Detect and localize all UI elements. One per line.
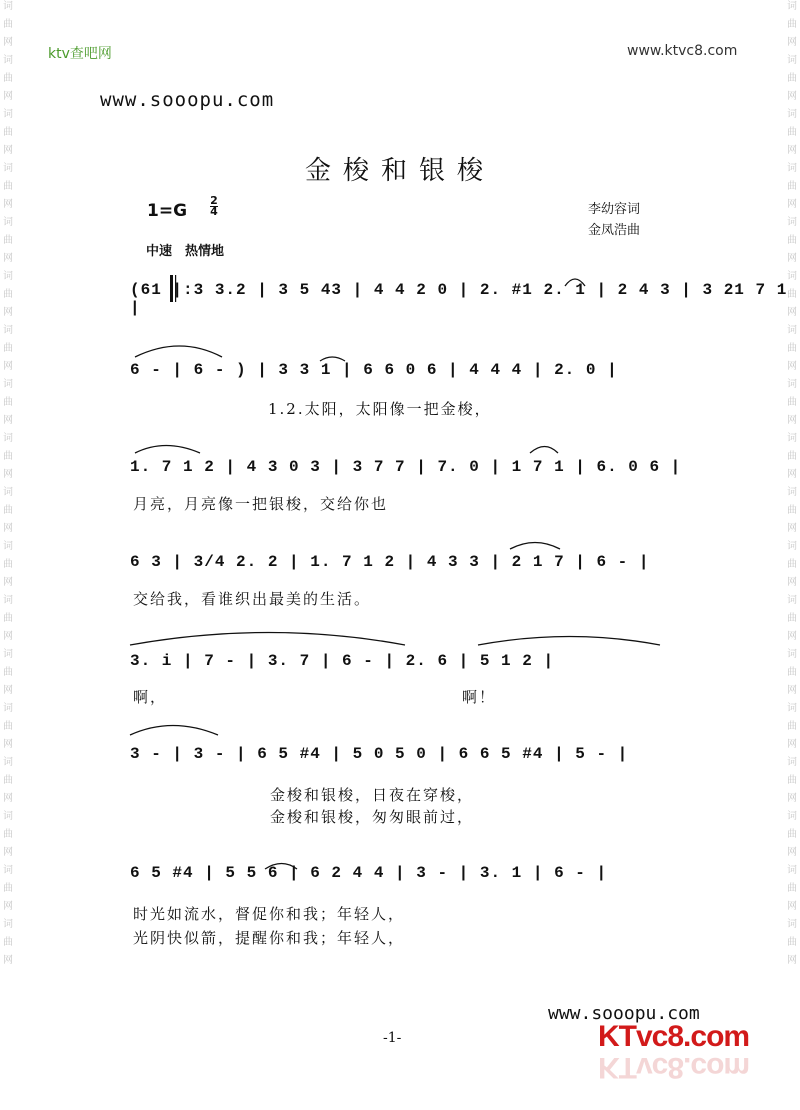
lyric-verse-2-line-5: 金梭和银梭，匆匆眼前过， (270, 808, 475, 826)
lyricist-credit: 李幼容词 (588, 202, 641, 217)
side-char: 网 (787, 577, 797, 588)
side-char: 词 (3, 163, 13, 174)
side-char: 曲 (3, 775, 13, 786)
lyric-verse-1-line-5: 金梭和银梭，日夜在穿梭， (270, 786, 475, 804)
lyric-line-4b: 啊！ (462, 688, 497, 706)
lyric-line-4a: 啊， (133, 688, 168, 706)
slur-mark (135, 446, 200, 454)
side-char: 曲 (787, 451, 797, 462)
side-char: 词 (787, 109, 797, 120)
watermark-url-top: www.sooopu.com (100, 89, 275, 111)
side-char: 网 (3, 901, 13, 912)
side-char: 曲 (3, 127, 13, 138)
side-char: 网 (787, 361, 797, 372)
side-char: 词 (3, 379, 13, 390)
side-char: 词 (787, 541, 797, 552)
side-char: 曲 (787, 343, 797, 354)
side-char: 词 (3, 55, 13, 66)
side-char: 网 (787, 145, 797, 156)
side-char: 网 (787, 415, 797, 426)
side-char: 词 (3, 703, 13, 714)
side-char: 曲 (3, 235, 13, 246)
side-char: 曲 (3, 289, 13, 300)
side-char: 网 (787, 523, 797, 534)
side-char: 曲 (787, 73, 797, 84)
tie-mark (130, 726, 218, 736)
ktv-logo-reflection: KTvc8.com (598, 1051, 750, 1084)
side-char: 曲 (3, 829, 13, 840)
side-char: 网 (3, 199, 13, 210)
side-char: 曲 (787, 19, 797, 30)
side-char: 词 (3, 109, 13, 120)
notation-line-4: 6 3 | 3/4 2. 2 | 1. 7 1 2 | 4 3 3 | 2 1 7 | 6 - | (130, 553, 650, 571)
side-char: 曲 (3, 19, 13, 30)
side-char: 曲 (3, 343, 13, 354)
side-char: 词 (787, 271, 797, 282)
time-signature-bottom: 4 (210, 205, 218, 218)
page-number: -1- (383, 1030, 402, 1046)
side-char: 曲 (3, 451, 13, 462)
notation-line-2: 6 - | 6 - ) | 3 3 1 | 6 6 0 6 | 4 4 4 | 2. 0 | (130, 361, 618, 379)
key-signature: 1=G (147, 201, 188, 221)
lyric-line-3: 交给我，看谁织出最美的生活。 (133, 590, 372, 608)
notation-line-7: 6 5 #4 | 5 5 6 | 6 2 4 4 | 3 - | 3. 1 | 6 - | (130, 864, 608, 882)
side-char: 曲 (787, 829, 797, 840)
side-char: 网 (3, 739, 13, 750)
side-char: 词 (3, 919, 13, 930)
side-char: 网 (3, 685, 13, 696)
side-char: 词 (787, 919, 797, 930)
side-char: 曲 (787, 505, 797, 516)
side-char: 网 (787, 847, 797, 858)
side-char: 词 (787, 325, 797, 336)
side-char: 词 (787, 55, 797, 66)
side-char: 网 (787, 685, 797, 696)
tie-mark (130, 633, 405, 646)
side-char: 曲 (3, 181, 13, 192)
side-char: 网 (787, 793, 797, 804)
side-char: 曲 (787, 289, 797, 300)
side-char: 曲 (787, 775, 797, 786)
tempo-marking: 中速 热情地 (146, 244, 225, 259)
side-char: 网 (3, 631, 13, 642)
side-char: 网 (3, 361, 13, 372)
tie-mark (135, 346, 222, 357)
tie-mark (478, 637, 660, 646)
notation-line-5: 3. i | 7 - | 3. 7 | 6 - | 2. 6 | 5 1 2 | (130, 652, 555, 670)
side-char: 词 (787, 217, 797, 228)
side-char: 词 (787, 703, 797, 714)
lyric-verse-2-line-6: 光阴快似箭，提醒你和我；年轻人， (133, 929, 406, 947)
side-char: 词 (787, 379, 797, 390)
side-char: 词 (3, 487, 13, 498)
side-char: 曲 (3, 667, 13, 678)
side-char: 曲 (787, 127, 797, 138)
side-char: 网 (3, 253, 13, 264)
side-char: 网 (3, 577, 13, 588)
side-char: 网 (787, 955, 797, 966)
side-char: 网 (3, 469, 13, 480)
side-char: 词 (787, 811, 797, 822)
side-char: 曲 (787, 397, 797, 408)
side-char: 曲 (3, 937, 13, 948)
side-char: 词 (3, 541, 13, 552)
side-char: 词 (3, 811, 13, 822)
time-signature-top: 2 (210, 194, 218, 207)
side-char: 词 (3, 217, 13, 228)
slur-mark (510, 543, 560, 550)
side-char: 网 (787, 739, 797, 750)
lyric-line-2: 月亮，月亮像一把银梭，交给你也 (133, 495, 389, 513)
site-name-link[interactable]: ktv查吧网 (48, 46, 112, 62)
side-char: 网 (3, 847, 13, 858)
side-char: 曲 (3, 73, 13, 84)
side-char: 曲 (3, 721, 13, 732)
side-char: 网 (787, 253, 797, 264)
notation-line-1: (61 |:3 3.2 | 3 5 43 | 4 4 2 0 | 2. #1 2. 1 | 2 4 3 | 3 21 7 1 | (130, 281, 788, 317)
side-char: 曲 (787, 613, 797, 624)
side-char: 词 (3, 433, 13, 444)
side-char: 网 (3, 523, 13, 534)
side-char: 网 (3, 37, 13, 48)
side-char: 网 (3, 793, 13, 804)
side-char: 曲 (787, 721, 797, 732)
composer-credit: 金凤浩曲 (588, 223, 641, 238)
side-char: 词 (787, 865, 797, 876)
side-char: 曲 (787, 667, 797, 678)
side-char: 词 (3, 1, 13, 12)
side-char: 网 (3, 415, 13, 426)
side-char: 曲 (3, 505, 13, 516)
side-char: 词 (3, 595, 13, 606)
side-char: 曲 (787, 937, 797, 948)
site-url-link[interactable]: www.ktvc8.com (627, 43, 738, 59)
side-char: 网 (3, 307, 13, 318)
side-char: 词 (787, 757, 797, 768)
ktv-logo: KTvc8.com (598, 1020, 750, 1053)
side-char: 词 (3, 865, 13, 876)
notation-line-3: 1. 7 1 2 | 4 3 0 3 | 3 7 7 | 7. 0 | 1 7 1 | 6. 0 6 | (130, 458, 682, 476)
side-char: 曲 (3, 559, 13, 570)
side-char: 词 (3, 271, 13, 282)
side-char: 词 (3, 649, 13, 660)
side-char: 曲 (787, 235, 797, 246)
side-char: 词 (787, 487, 797, 498)
side-char: 曲 (787, 883, 797, 894)
side-char: 网 (787, 631, 797, 642)
lyric-line-1: 1.2.太阳，太阳像一把金梭， (268, 400, 492, 418)
side-char: 网 (3, 91, 13, 102)
side-char: 曲 (3, 397, 13, 408)
side-char: 网 (787, 307, 797, 318)
side-char: 曲 (3, 883, 13, 894)
side-char: 网 (787, 469, 797, 480)
lyric-verse-1-line-6: 时光如流水，督促你和我；年轻人， (133, 905, 406, 923)
side-char: 词 (3, 325, 13, 336)
side-char: 词 (787, 163, 797, 174)
side-char: 网 (3, 955, 13, 966)
side-char: 词 (787, 1, 797, 12)
notation-line-6: 3 - | 3 - | 6 5 #4 | 5 0 5 0 | 6 6 5 #4 | 5 - | (130, 745, 629, 763)
side-char: 曲 (787, 181, 797, 192)
slur-mark (530, 447, 558, 454)
side-char: 词 (3, 757, 13, 768)
side-char: 网 (787, 37, 797, 48)
song-title: 金梭和银梭 (304, 156, 495, 186)
side-char: 曲 (787, 559, 797, 570)
side-char: 曲 (3, 613, 13, 624)
side-char: 词 (787, 433, 797, 444)
side-char: 网 (787, 901, 797, 912)
side-char: 网 (787, 91, 797, 102)
side-char: 词 (787, 649, 797, 660)
side-char: 网 (3, 145, 13, 156)
watermark-url-bottom: www.sooopu.com (548, 1003, 700, 1024)
side-char: 网 (787, 199, 797, 210)
side-char: 词 (787, 595, 797, 606)
